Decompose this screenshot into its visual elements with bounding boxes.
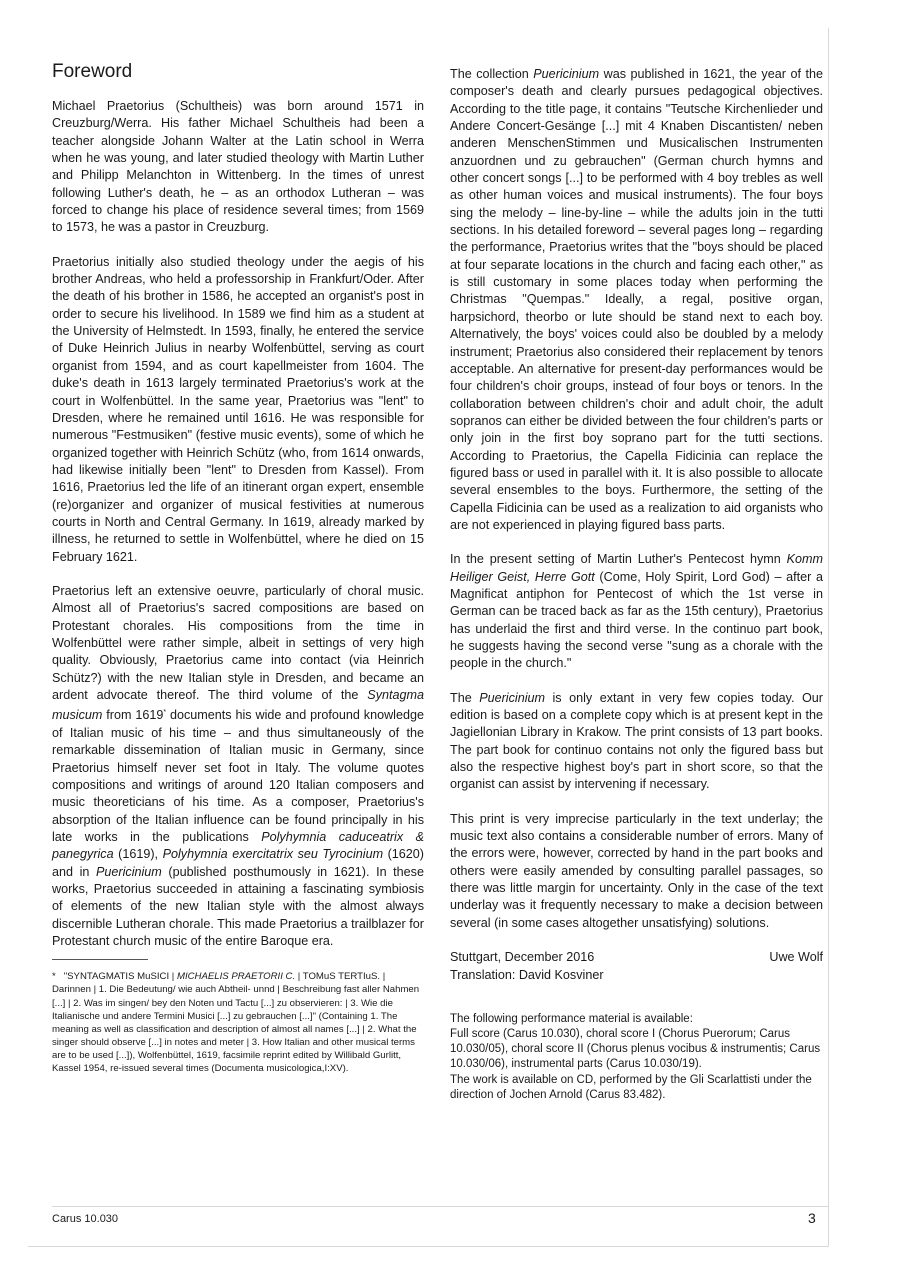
text-run: from 1619 bbox=[102, 708, 164, 723]
page-title: Foreword bbox=[52, 61, 133, 82]
text-run: Praetorius left an extensive oeuvre, particularly of choral music. Almost all of Praetorius's sacred compositions are based on Protestant chorales. His compositions from the time in Wolfenbüttel were rather simple, albeit in settings of very high quality. Obviously, Praetorius came into contact (via Heinrich Schütz?) with the new Italian style in Dresden, and became an ardent advocate thereof. The third volume of the bbox=[52, 583, 424, 702]
place-date: Stuttgart, December 2016 bbox=[450, 950, 595, 965]
perf-list: Full score (Carus 10.030), choral score I (Chorus Puerorum; Carus 10.030/05), choral score II (Chorus plenus vocibus & instrumentis; Carus 10.030/06), instrumental parts (Carus 10.030/19). bbox=[450, 1028, 821, 1071]
perf-cd: The work is available on CD, performed by the Gli Scarlattisti under the direction of Jochen Arnold (Carus 83.482). bbox=[450, 1073, 812, 1101]
text-run: In the present setting of Martin Luther's Pentecost hymn bbox=[450, 552, 787, 567]
translator: Translation: David Kosviner bbox=[450, 967, 604, 982]
title-puericinium: Puericinium bbox=[96, 864, 162, 879]
footer-divider bbox=[52, 1206, 828, 1207]
title-puericinium: Puericinium bbox=[479, 690, 545, 705]
signature-line bbox=[450, 949, 823, 966]
text-run: (1620) and in bbox=[52, 847, 425, 879]
title-puericinium: Puericinium bbox=[533, 67, 600, 81]
text-run: is only extant in very few copies today. Our edition is based on a complete copy which is at present kept in the Jagiellonian Library in Krakow. The print consists of 13 part books. The part book for continuo contains not only the figured bass but also the respective highest boy's part in short score, so that the organist can assist by intervening if necessary. bbox=[450, 690, 823, 792]
footnote-mark: * bbox=[52, 971, 56, 983]
paragraph-setting bbox=[450, 551, 823, 672]
text-run: was published in 1621, the year of the composer's death and clearly pursues pedagogical objectives. According to the title page, it contains "Teutsche Kirchenlieder und Andere Concert-Gesänge [...] mit 4 Knaben Discantisten/ neben anderen MenschenStimmen und Musicalischen Instrumenten anzuordnen und zu gebrauchen" (German church hymns and other concert songs [...] to be performed with 4 boy trebles as well as other human voices and musical instruments). The four boys sing the melody – line-by-line – while the adults join in the tutti sections. In his detailed foreword – several pages long – regarding the performance, Praetorius writes that the "boys should be placed at four separate locations in the church and facing each other," as is still customary in some places today when performing the Christmas "Quempas." Ideally, a regal, positive organ, harpsichord, theorbo or lute should be stand next to each boy. Alternatively, the boys' voices could also be doubled by a melody instrument; Praetorius also considered their replacement by tenors acceptable. An alternative for present-day performances would be four children's choir groups, instead of four boys or tenors. In the collaboration between children's choir and adult choir, the adult sopranos can either be divided between the four children's parts or only join in the first boy soprano part for the tutti sections. According to Praetorius, the Capella Fidicinia can replace the figured bass or used in parallel with it. It is also possible to allocate several ensembles to the boys. Furthermore, the setting of the Capella Fidicinia can be used as a realization to aid organists who are not experienced in playing figured bass parts. bbox=[450, 67, 824, 532]
text-run-italic: MICHAELIS PRAETORII C. bbox=[176, 971, 296, 983]
text-run: (1619), bbox=[113, 847, 163, 862]
catalog-number: Carus 10.030 bbox=[52, 1213, 119, 1225]
paragraph-biography-2: Praetorius initially also studied theology under the aegis of his brother Andreas, who held a professorship in Frankfurt/Oder. After the death of his brother in 1586, he accepted an organist's post in order to secure his livelihood. In 1589 we find him as a student at the University of Helmstedt. In 1593, finally, he entered the service of Duke Heinrich Julius in nearby Wolfenbüttel, serving as court organist from 1594, and as court kapellmeister from 1604. The duke's death in 1613 largely terminated Praetorius's work at the court in Wolfenbüttel. In the same year, Praetorius was "lent" to Dresden, where he remained until 1616. He was responsible for numerous "Festmusiken" (festive music events), some of which he organized together with Heinrich Schütz (who, from 1614 onwards, had likewise initially been "lent" to Dresden from Kassel). From 1616, Praetorius led the life of an itinerant organ expert, ensemble (re)organizer and organizer of musical festivities at numerous courts in North and Central Germany. In 1619, already marked by illness, he returned to settle in Wolfenbüttel, where he died on 15 February 1621. bbox=[52, 254, 424, 564]
text-run: The bbox=[450, 690, 480, 705]
paragraph-collection bbox=[450, 66, 823, 534]
paragraph-biography-1: Michael Praetorius (Schultheis) was born around 1571 in Creuzburg/Werra. His father Michael Schultheis had been a teacher alongside Johann Walter at the Latin school in Werra when he was young, and later studied theology with Martin Luther and Philipp Melanchton in Wittenberg. In the times of unrest following Luther's death, he – as an orthodox Lutheran – was forced to change his place of residence several times; from 1569 to 1573, he was a pastor in Creuzburg. bbox=[52, 99, 424, 235]
title-hymn: Komm Heiliger Geist, Herre Gott bbox=[450, 552, 823, 584]
left-column bbox=[52, 60, 424, 1075]
paragraph-edition bbox=[450, 690, 823, 794]
text-run: documents his wide and profound knowledge of Italian music of his time – and thus simultaneously of the remarkable dissemination of Italian music in Germany, since Praetorius himself never set foot in Italy. The volume quotes compositions and writings of around 120 Italian composers and music theoreticians of his time. As a composer, Praetorius's absorption of the Italian influence can be found principally in his late works in the publications bbox=[52, 708, 424, 844]
text-run: (published posthumously in 1621). In these works, Praetorius succeeded in attaining a fascinating symbiosis of elements of the new Italian style with the almost always discernible Lutheran chorale. This made Praetorius a trailblazer for Protestant church music of the entire Baroque era. bbox=[52, 864, 424, 948]
paragraph-oeuvre bbox=[52, 583, 424, 950]
footnote-ref: * bbox=[163, 709, 167, 717]
text-run: "SYNTAGMATIS MuSICI | bbox=[63, 971, 177, 983]
footnote-divider bbox=[52, 959, 148, 960]
title-polyhymnia-1: Polyhymnia caduceatrix & panegyrica bbox=[52, 829, 424, 862]
author: Uwe Wolf bbox=[769, 950, 823, 965]
title-syntagma: Syntagma musicum bbox=[52, 688, 424, 723]
text-run: | TOMuS TERTIuS. | Darinnen | 1. Die Bedeutung/ wie auch Abtheil- unnd | Beschreibung fast aller Nahmen [...] | 2. Was im singen/ bey den Noten und Tactu [...] zu observieren: | 3. Wie die Italianische und andere Termini Musici [...] zu gebrauchen [...]" (Containing 1. The meaning as well as classification and description of almost all names [...] | 2. What the singer should observe [...] in notes and meter | 3. How Italian and other musical terms are to be used [...]), Wolfenbüttel, 1619, facsimile reprint edited by Willibald Gurlitt, Kassel 1954, re-issued several times (Documenta musicologica,I:XV). bbox=[52, 971, 420, 1074]
page-number: 3 bbox=[808, 1210, 816, 1226]
right-column bbox=[450, 66, 823, 1103]
paragraph-print-notes: This print is very imprecise particularly in the text underlay; the music text also contains a considerable number of errors. Many of the errors were, however, corrected by hand in the part books and others were easily amended by consulting parallel passages, so there was little margin for uncertainty. Only in the case of the text underlay was it frequently necessary to make a decision between several (in some cases altogether unsatisfying) solutions. bbox=[450, 811, 823, 930]
text-run: (Come, Holy Spirit, Lord God) – after a Magnificat antiphon for Pentecost of which the 1st verse in German can be traced back as far as the 15th century), Praetorius has underlaid the first and third verse. In the continuo part book, he suggests having the second verse "sung as a chorale with the people in the church." bbox=[450, 569, 823, 671]
perf-heading: The following performance material is available: bbox=[450, 1012, 693, 1025]
title-polyhymnia-2: Polyhymnia exercitatrix seu Tyrocinium bbox=[162, 847, 384, 862]
performance-material bbox=[450, 1012, 823, 1103]
text-run: The collection bbox=[450, 67, 534, 81]
footnote bbox=[52, 970, 424, 1075]
